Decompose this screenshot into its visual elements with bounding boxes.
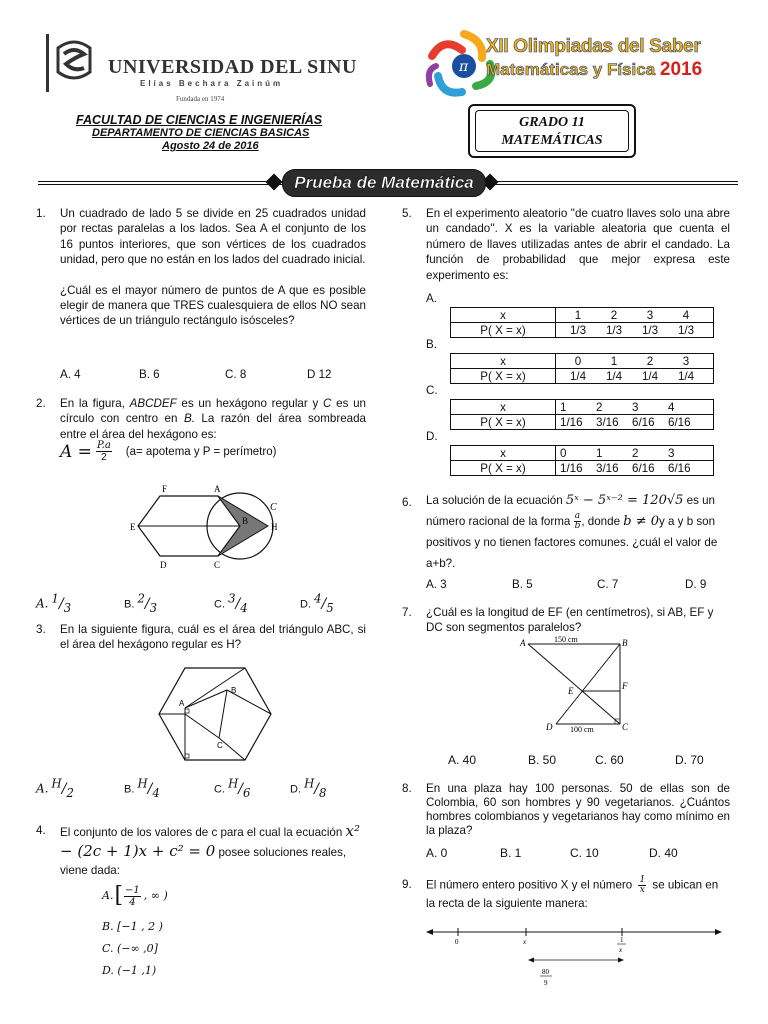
table-cell: 3/16 — [596, 461, 619, 475]
label-h: H — [271, 522, 278, 532]
table-cell: 2 — [610, 308, 618, 322]
x-values — [556, 308, 714, 323]
option-d[interactable]: D. 40 — [649, 846, 678, 860]
label-e: E — [568, 686, 574, 696]
question-number: 8. — [402, 782, 412, 795]
option-a[interactable]: A. $^1/_3$ — [36, 591, 72, 615]
question-9 — [402, 876, 730, 913]
option-label: C. — [426, 384, 438, 397]
option-c[interactable]: C. 60 — [595, 753, 624, 767]
table-cell: 1 — [596, 446, 603, 460]
p-values — [556, 415, 714, 430]
label-150cm: 150 cm — [554, 635, 578, 644]
label-b: B — [231, 686, 237, 695]
table-cell: 0 — [574, 354, 582, 368]
option-label: A. — [426, 292, 437, 305]
table-cell: 1/16 — [560, 461, 583, 475]
question-number: 4. — [36, 824, 46, 837]
table-cell: 4 — [682, 308, 690, 322]
tick-0: 0 — [455, 938, 459, 946]
label-100cm: 100 cm — [570, 725, 594, 734]
option-c[interactable]: C. 7 — [597, 578, 619, 591]
label-b: B — [242, 516, 249, 526]
exam-date: Agosto 24 de 2016 — [162, 140, 259, 152]
option-a[interactable]: A. 3 — [426, 578, 447, 591]
table-cell: 3 — [632, 400, 639, 414]
olympiad-subtitle — [486, 59, 702, 81]
table-cell: 6/16 — [632, 461, 655, 475]
tick-recip-num: 1 — [620, 936, 624, 944]
question-1-options — [60, 368, 332, 381]
hexagon-circle-figure — [130, 478, 300, 574]
exam-banner — [282, 169, 486, 197]
probability-table — [450, 353, 714, 384]
table-cell: 0 — [560, 446, 567, 460]
table-cell: 1/3 — [569, 323, 587, 337]
label-e: E — [130, 522, 136, 532]
number-line-figure — [424, 922, 724, 988]
tick-recip-den: x — [619, 946, 623, 954]
grade-title: GRADO 11 — [519, 115, 585, 130]
option-b[interactable]: B. 1 — [500, 846, 522, 860]
question-number: 3. — [36, 623, 46, 636]
row-header-p: P( X = x) — [451, 369, 556, 384]
row-header-p: P( X = x) — [451, 323, 556, 338]
table-cell: 1 — [560, 400, 567, 414]
table-cell: 6/16 — [668, 461, 691, 475]
x-values — [556, 400, 714, 415]
banner-ornament-left — [266, 174, 283, 191]
label-b: B — [622, 638, 628, 648]
question-1 — [36, 206, 366, 329]
question-text: En la figura, ABCDEF es un hexágono regular y C es un círculo con centro en B. La razón del área sombreada entre el área del hexágono es: — [60, 397, 367, 441]
label-f: F — [622, 681, 628, 691]
founded-year: Fundada en 1974 — [176, 95, 225, 103]
label-a: A — [179, 699, 185, 708]
label-c: C — [217, 741, 223, 750]
x-values — [556, 354, 714, 369]
table-cell: 1/16 — [560, 415, 583, 429]
area-formula — [60, 440, 276, 463]
question-text: La solución de la ecuación 5ˣ − 5ˣ⁻² = 120√5 es un número racional de la forma $\frac{a}{b}$ , donde b ≠ 0y a y b son positivos y no tienen factores comunes. ¿cuál el valor de a+b?. — [426, 493, 718, 570]
question-text: El número entero positivo X y el número $\frac{1}{x}$ se ubican en la recta de la siguiente manera: — [426, 875, 719, 910]
table-cell: 1/4 — [605, 369, 623, 383]
option-d[interactable]: D. 70 — [675, 753, 704, 767]
option-b[interactable]: B. $^2/_3$ — [124, 591, 158, 615]
exponential-equation: 5ˣ − 5ˣ⁻² = 120√5 — [565, 493, 684, 508]
table-cell: 2 — [632, 446, 639, 460]
option-c[interactable]: C. $^3/_4$ — [214, 591, 248, 615]
row-header-p: P( X = x) — [451, 461, 556, 476]
question-7 — [402, 605, 730, 636]
question-number: 9. — [402, 878, 412, 891]
question-8-options — [426, 846, 678, 860]
option-a[interactable]: A. 0 — [426, 846, 448, 860]
option-b[interactable]: B. $^H/_4$ — [124, 776, 160, 800]
row-header-x: x — [451, 354, 556, 369]
probability-option-a[interactable] — [426, 292, 726, 338]
question-text: En el experimento aleatorio ''de cuatro llaves solo una abre un candado''. X es la variable aleatoria que cuenta el número de llaves utilizadas antes de abrir el candado. La función de probabilidad que mejor expresa este experimento es: — [426, 207, 730, 282]
option-a[interactable]: A. 4 — [60, 368, 81, 381]
university-founder: Elías Bechara Zainúm — [140, 79, 284, 88]
option-c[interactable]: C. (−∞ ,0] — [102, 942, 158, 955]
question-8 — [402, 782, 730, 838]
question-number: 5. — [402, 207, 412, 220]
question-text: En una plaza hay 100 personas. 50 de ellas son de Colombia, 60 son hombres y 90 vegetarianos. ¿Cuántos hombres colombianos y vegetarianos hay como mínimo en la plaza? — [426, 782, 730, 837]
table-cell: 1/4 — [569, 369, 587, 383]
faculty-title: FACULTAD DE CIENCIAS E INGENIERÍAS — [76, 113, 323, 127]
question-4 — [36, 822, 366, 880]
row-header-x: x — [451, 308, 556, 323]
option-label: B. — [426, 338, 437, 351]
option-b[interactable]: B. [−1 , 2 ) — [102, 920, 163, 933]
question-text: ¿Cuál es la longitud de EF (en centímetros), si AB, EF y DC son segmentos paralelos? — [426, 606, 714, 635]
label-d: D — [546, 722, 553, 732]
question-number: 7. — [402, 606, 412, 619]
option-d[interactable]: D 12 — [307, 368, 332, 381]
university-name: UNIVERSIDAD DEL SINU — [108, 56, 357, 78]
distance-num: 80 — [542, 968, 549, 976]
option-b[interactable]: B. 6 — [139, 368, 160, 381]
question-text: En la siguiente figura, cuál es el área del triángulo ABC, si el área del hexágono regular es H? — [60, 623, 366, 652]
option-a[interactable]: A. [ $\frac{-1}{4}$ , ∞ ) — [102, 883, 168, 908]
table-cell: 2 — [596, 400, 603, 414]
question-4-options — [102, 882, 168, 978]
table-cell: 3 — [682, 354, 690, 368]
question-6-options — [426, 578, 706, 591]
option-a[interactable]: A. 40 — [448, 753, 477, 767]
label-a: A — [520, 638, 526, 648]
label-c: C — [214, 560, 221, 570]
option-b[interactable]: B. 50 — [528, 753, 557, 767]
distance-den: 9 — [544, 979, 548, 987]
row-header-p: P( X = x) — [451, 415, 556, 430]
option-label: D. — [426, 430, 438, 443]
option-b[interactable]: B. 5 — [512, 578, 533, 591]
option-c[interactable]: C. 8 — [225, 368, 247, 381]
option-d[interactable]: D. $^4/_5$ — [300, 591, 334, 615]
olympiad-subject: Matemáticas y Física — [486, 60, 656, 79]
question-text: Un cuadrado de lado 5 se divide en 25 cuadrados unidad por rectas paralelas a los lados. Sea A el conjunto de los 16 puntos interiores, que son vértices de los cuadrados unidad, pero que no están en los lados del cuadrado inicial. — [60, 207, 366, 267]
table-cell: 6/16 — [668, 415, 691, 429]
label-f: F — [162, 484, 168, 494]
label-c: C — [622, 722, 629, 732]
question-number: 6. — [402, 496, 412, 509]
table-cell: 3 — [646, 308, 654, 322]
probability-option-c[interactable] — [426, 384, 726, 430]
probability-option-b[interactable] — [426, 338, 726, 384]
question-number: 1. — [36, 207, 46, 220]
p-values — [556, 323, 714, 338]
label-d: D — [160, 560, 167, 570]
subject-title: MATEMÁTICAS — [501, 133, 603, 148]
department-title: DEPARTAMENTO DE CIENCIAS BASICAS — [92, 127, 310, 139]
table-cell: 1/4 — [677, 369, 695, 383]
question-text: El conjunto de los valores de c para el cual la ecuación x² − (2c + 1)x + c² = 0 posee soluciones reales, viene dada: — [60, 822, 360, 877]
p-values — [556, 461, 714, 476]
probability-option-d[interactable] — [426, 430, 726, 476]
option-a[interactable]: A. $^H/_2$ — [36, 776, 74, 800]
probability-table — [450, 399, 714, 430]
olympiad-year: 2016 — [659, 59, 703, 80]
probability-table — [450, 445, 714, 476]
formula-numerator: P.a — [96, 440, 111, 451]
p-values — [556, 369, 714, 384]
question-6 — [402, 490, 732, 574]
table-cell: 1 — [610, 354, 618, 368]
formula-note: (a= apotema y P = perímetro) — [125, 445, 277, 458]
question-number: 2. — [36, 397, 46, 410]
banner-text: Prueba de Matemática — [294, 173, 474, 192]
option-c[interactable]: C. $^H/_6$ — [214, 776, 251, 800]
option-d[interactable]: D. (−1 ,1) — [102, 964, 157, 977]
option-c[interactable]: C. 10 — [570, 846, 599, 860]
table-cell: 6/16 — [632, 415, 655, 429]
table-cell: 1/4 — [641, 369, 659, 383]
olympiad-title: XII Olimpiadas del Saber — [486, 36, 701, 57]
hexagon-triangle-figure — [155, 662, 275, 766]
label-a: A — [214, 484, 221, 494]
question-5 — [402, 206, 730, 283]
table-cell: 1/3 — [677, 323, 695, 337]
row-header-x: x — [451, 446, 556, 461]
question-2-options — [36, 589, 366, 613]
table-cell: 3/16 — [596, 415, 619, 429]
option-d[interactable]: D. 9 — [685, 578, 707, 591]
table-cell: 1/3 — [641, 323, 659, 337]
table-cell: 4 — [668, 400, 675, 414]
svg-text:π: π — [459, 59, 469, 75]
option-d[interactable]: D. $^H/_8$ — [290, 776, 327, 800]
grade-box — [468, 104, 636, 158]
question-3-options — [36, 774, 366, 802]
label-circle-c: C — [270, 502, 277, 513]
probability-table — [450, 307, 714, 338]
question-2 — [36, 396, 366, 442]
row-header-x: x — [451, 400, 556, 415]
table-cell: 1 — [574, 308, 582, 322]
question-3 — [36, 622, 366, 653]
formula-lhs: A = — [60, 441, 92, 462]
quadratic-equation: x² − (2c + 1)x + c² = 0 — [60, 822, 360, 860]
university-logo — [44, 28, 104, 98]
x-values — [556, 446, 714, 461]
question-text: ¿Cuál es el mayor número de puntos de A que es posible elegir de manera que TRES cualesquiera de ellos NO sean vértices de un triángulo rectángulo isósceles? — [60, 283, 366, 328]
parallel-segments-figure — [516, 634, 636, 738]
table-cell: 3 — [668, 446, 675, 460]
table-cell: 2 — [646, 354, 654, 368]
tick-x: x — [523, 938, 527, 946]
question-7-options — [448, 753, 704, 767]
formula-denominator: 2 — [101, 452, 107, 463]
table-cell: 1/3 — [605, 323, 623, 337]
